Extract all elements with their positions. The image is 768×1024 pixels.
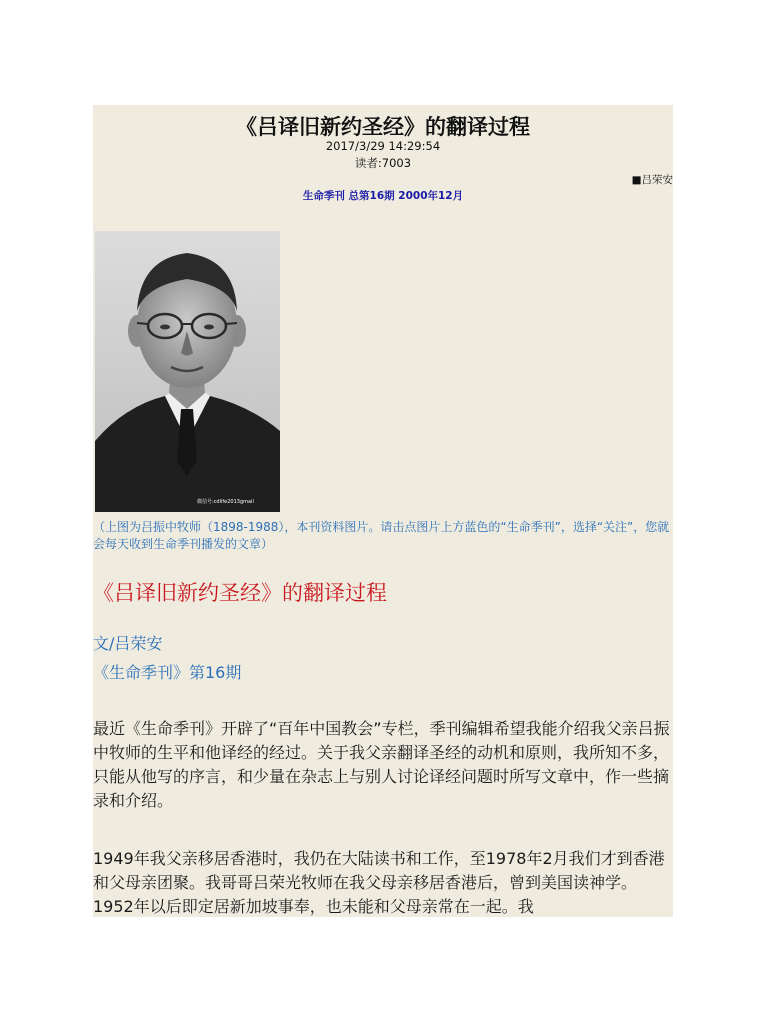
article-source: 《生命季刊》第16期 (93, 663, 242, 682)
article-page (93, 105, 673, 917)
issue-link[interactable]: 生命季刊 总第16期 2000年12月 (302, 190, 464, 202)
photo-caption: （上图为吕振中牧师（1898-1988），本刊资料图片。请击点图片上方蓝色的“生命季刊”，选择“关注”，您就会每天收到生命季刊播发的文章） (93, 520, 670, 551)
portrait-illustration (95, 231, 280, 512)
publish-date: 2017/3/29 14:29:54 (325, 139, 441, 153)
page-title: 《吕译旧新约圣经》的翻译过程 (236, 115, 530, 139)
article-title: 《吕译旧新约圣经》的翻译过程 (93, 581, 387, 605)
article-paragraph: 最近《生命季刊》开辟了“百年中国教会”专栏，季刊编辑希望我能介绍我父亲吕振中牧师的生平和他译经的经过。关于我父亲翻译圣经的动机和原则，我所知不多，只能从他写的序言，和少量在杂志上与别人讨论译经问题时所写文章中，作一些摘录和介绍。 (93, 719, 670, 810)
author-tag: ■吕荣安 (631, 174, 673, 186)
portrait-photo (95, 231, 280, 512)
photo-watermark: 微信号:cdlife2013gmail (197, 499, 254, 505)
reader-count: 读者:7003 (354, 156, 412, 170)
article-paragraph: 1949年我父亲移居香港时，我仍在大陆读书和工作，至1978年2月我们才到香港和父母亲团聚。我哥哥吕荣光牧师在我父母亲移居香港后，曾到美国读神学。1952年以后即定居新加坡事奉，也未能和父母亲常在一起。我 (93, 849, 665, 916)
article-byline: 文/吕荣安 (93, 634, 163, 653)
